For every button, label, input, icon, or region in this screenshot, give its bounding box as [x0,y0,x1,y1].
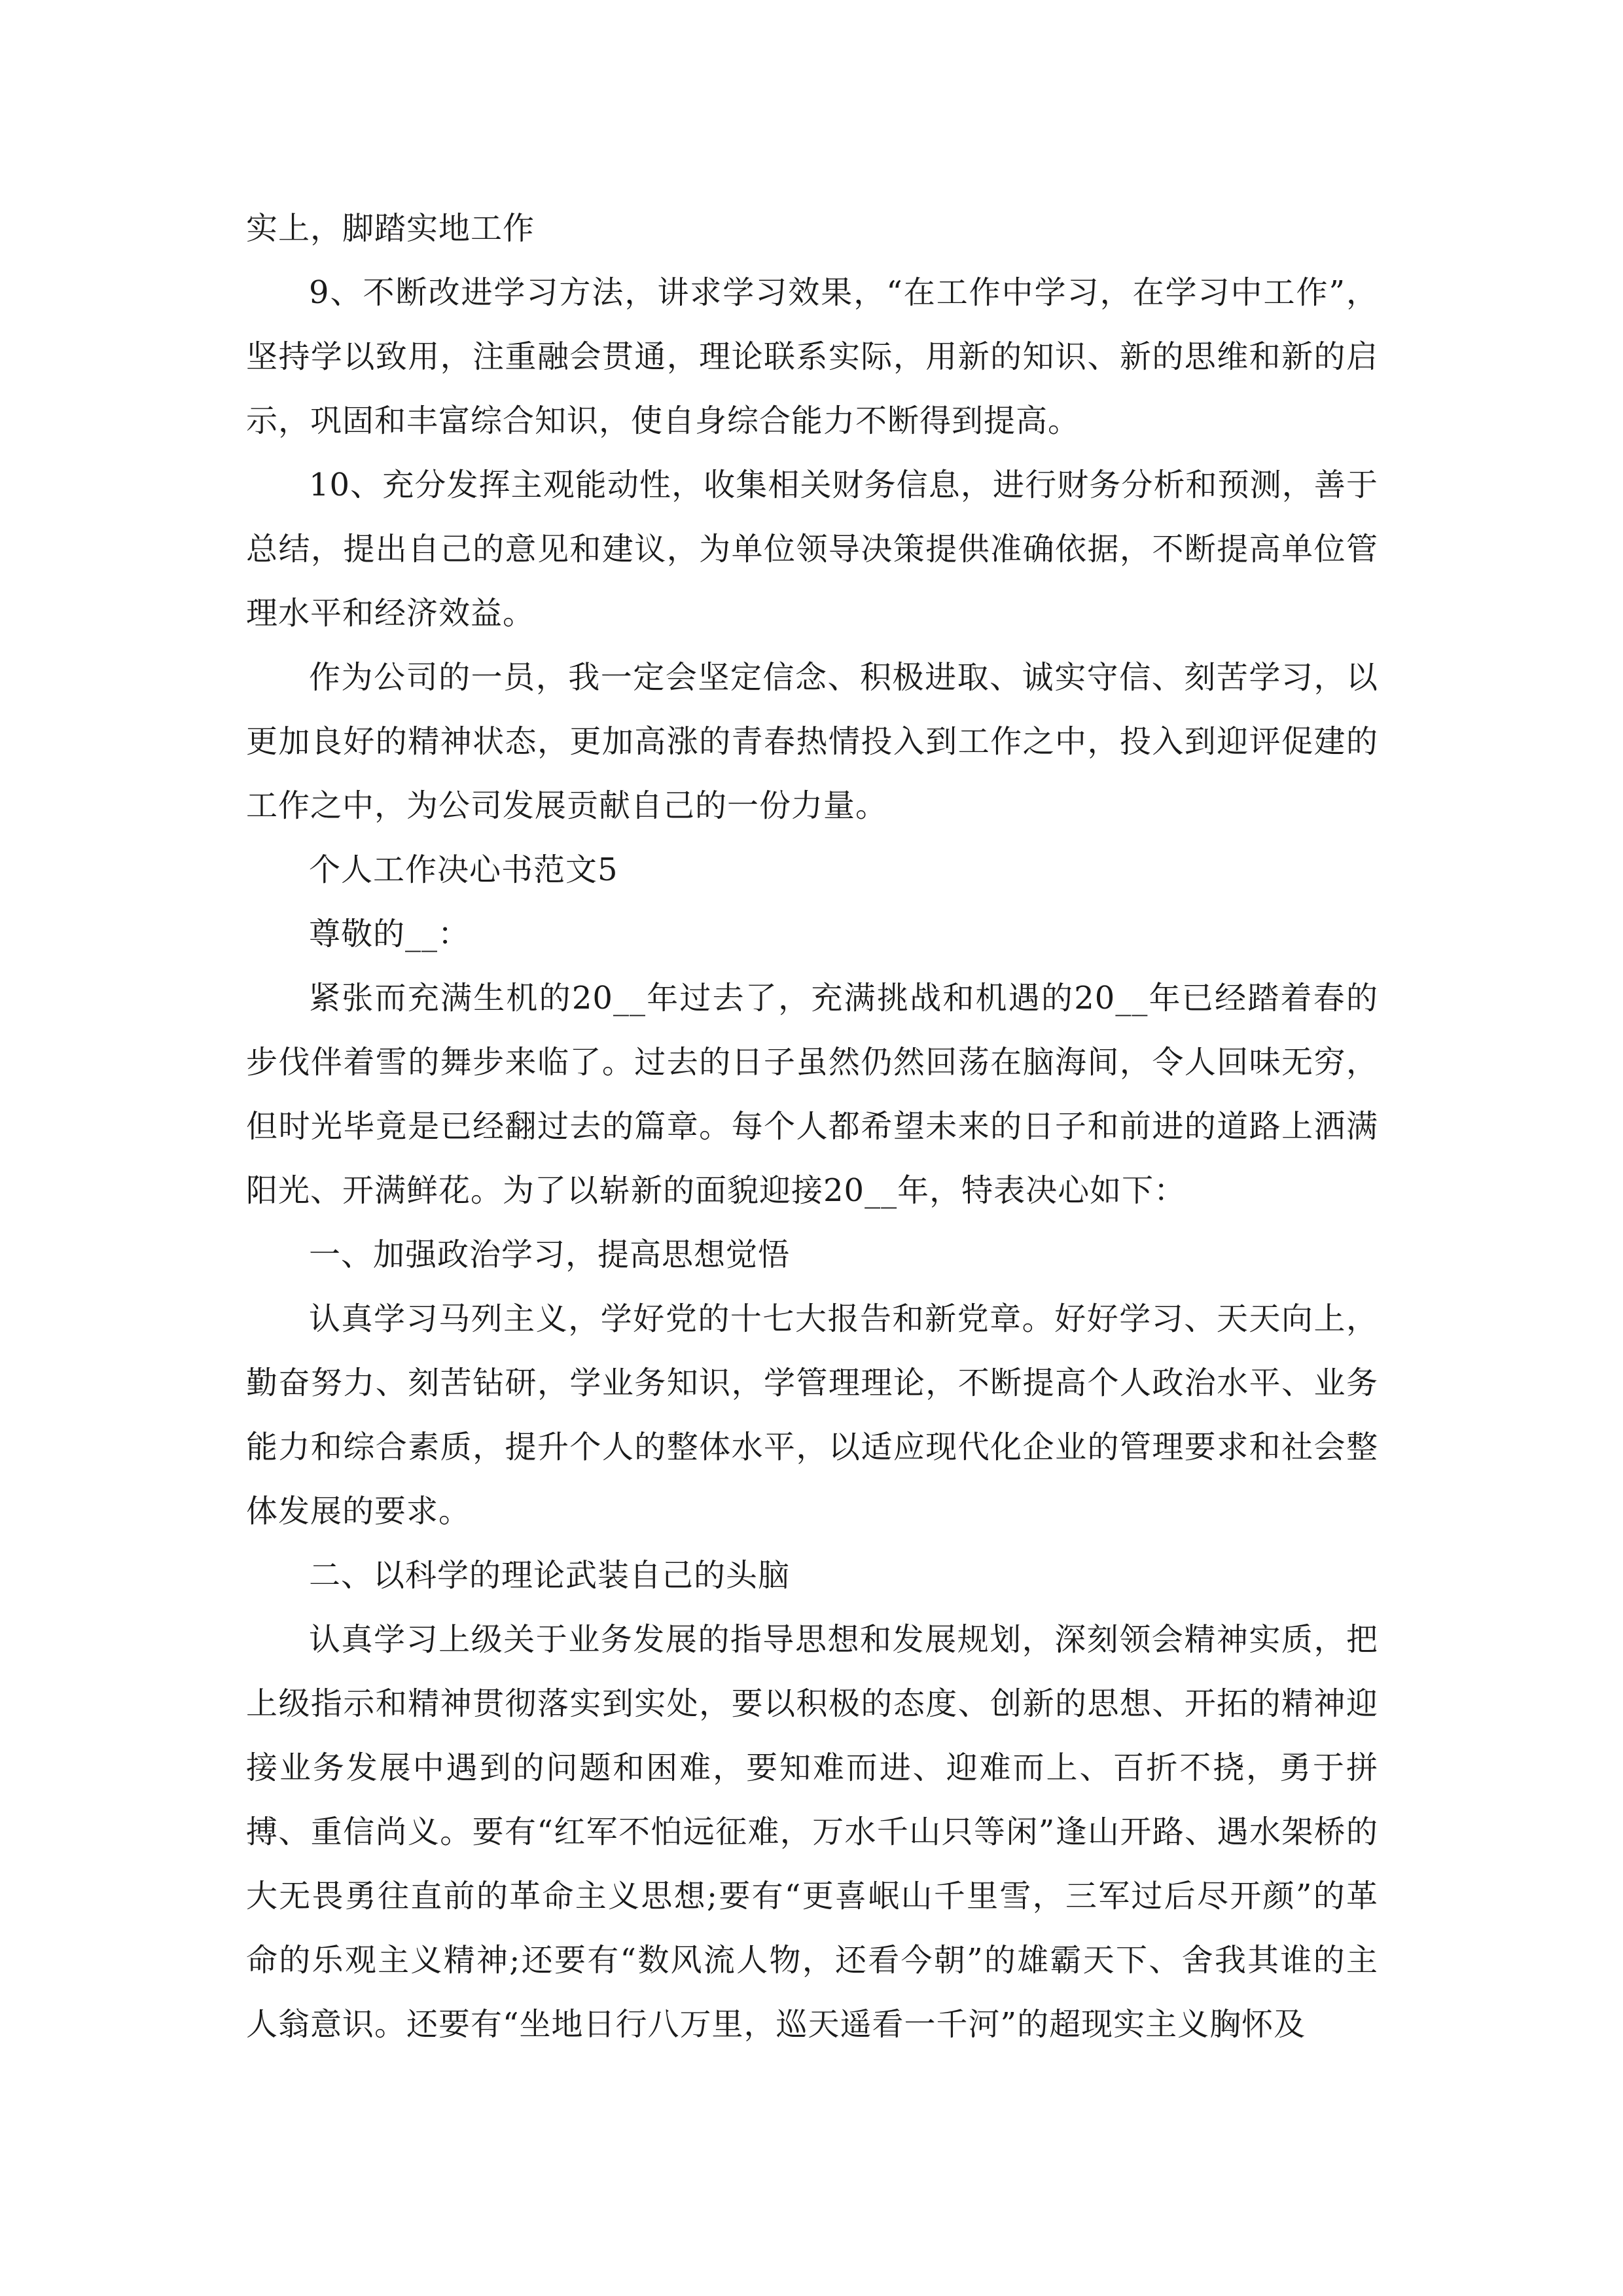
paragraph-continuation: 实上，脚踏实地工作 [246,210,535,247]
paragraph-heading-two-body: 认真学习上级关于业务发展的指导思想和发展规划，深刻领会精神实质，把上级指示和精神贯彻落实到实处，要以积极的态度、创新的思想、开拓的精神迎接业务发展中遇到的问题和困难，要知难而进、迎难而上、百折不挠，勇于拼搏、重信尚义。要有“红军不怕远征难，万水千山只等闲”逢山开路、遇水架桥的大无畏勇往直前的革命主义思想;要有“更喜岷山千里雪，三军过后尽开颜”的革命的乐观主义精神;还要有“数风流人物，还看今朝”的雄霸天下、舍我其谁的主人翁意识。还要有“坐地日行八万里，巡天遥看一千河”的超现实主义胸怀及 [246,1621,1378,2043]
heading-one: 一、加强政治学习，提高思想觉悟 [309,1236,791,1273]
paragraph-heading-one-body: 认真学习马列主义，学好党的十七大报告和新党章。好好学习、天天向上，勤奋努力、刻苦钻研，学业务知识，学管理理论，不断提高个人政治水平、业务能力和综合素质，提升个人的整体水平，以适应现代化企业的管理要求和社会整体发展的要求。 [246,1300,1378,1530]
paragraph-intro: 紧张而充满生机的20__年过去了，充满挑战和机遇的20__年已经踏着春的步伐伴着雪的舞步来临了。过去的日子虽然仍然回荡在脑海间，令人回味无穷，但时光毕竟是已经翻过去的篇章。每个人都希望未来的日子和前进的道路上洒满阳光、开满鲜花。为了以崭新的面貌迎接20__年，特表决心如下： [246,980,1378,1209]
paragraph-item-10: 10、充分发挥主观能动性，收集相关财务信息，进行财务分析和预测，善于总结，提出自己的意见和建议，为单位领导决策提供准确依据，不断提高单位管理水平和经济效益。 [246,467,1378,632]
document-body [246,196,1378,2056]
salutation: 尊敬的__： [309,916,471,952]
heading-two: 二、以科学的理论武装自己的头脑 [309,1557,791,1594]
paragraph-item-9: 9、不断改进学习方法，讲求学习效果，“在工作中学习，在学习中工作”，坚持学以致用，注重融会贯通，理论联系实际，用新的知识、新的思维和新的启示，巩固和丰富综合知识，使自身综合能力不断得到提高。 [246,274,1378,439]
section-title: 个人工作决心书范文5 [309,852,618,888]
paragraph-closing: 作为公司的一员，我一定会坚定信念、积极进取、诚实守信、刻苦学习，以更加良好的精神状态，更加高涨的青春热情投入到工作之中，投入到迎评促建的工作之中，为公司发展贡献自己的一份力量。 [246,659,1378,824]
